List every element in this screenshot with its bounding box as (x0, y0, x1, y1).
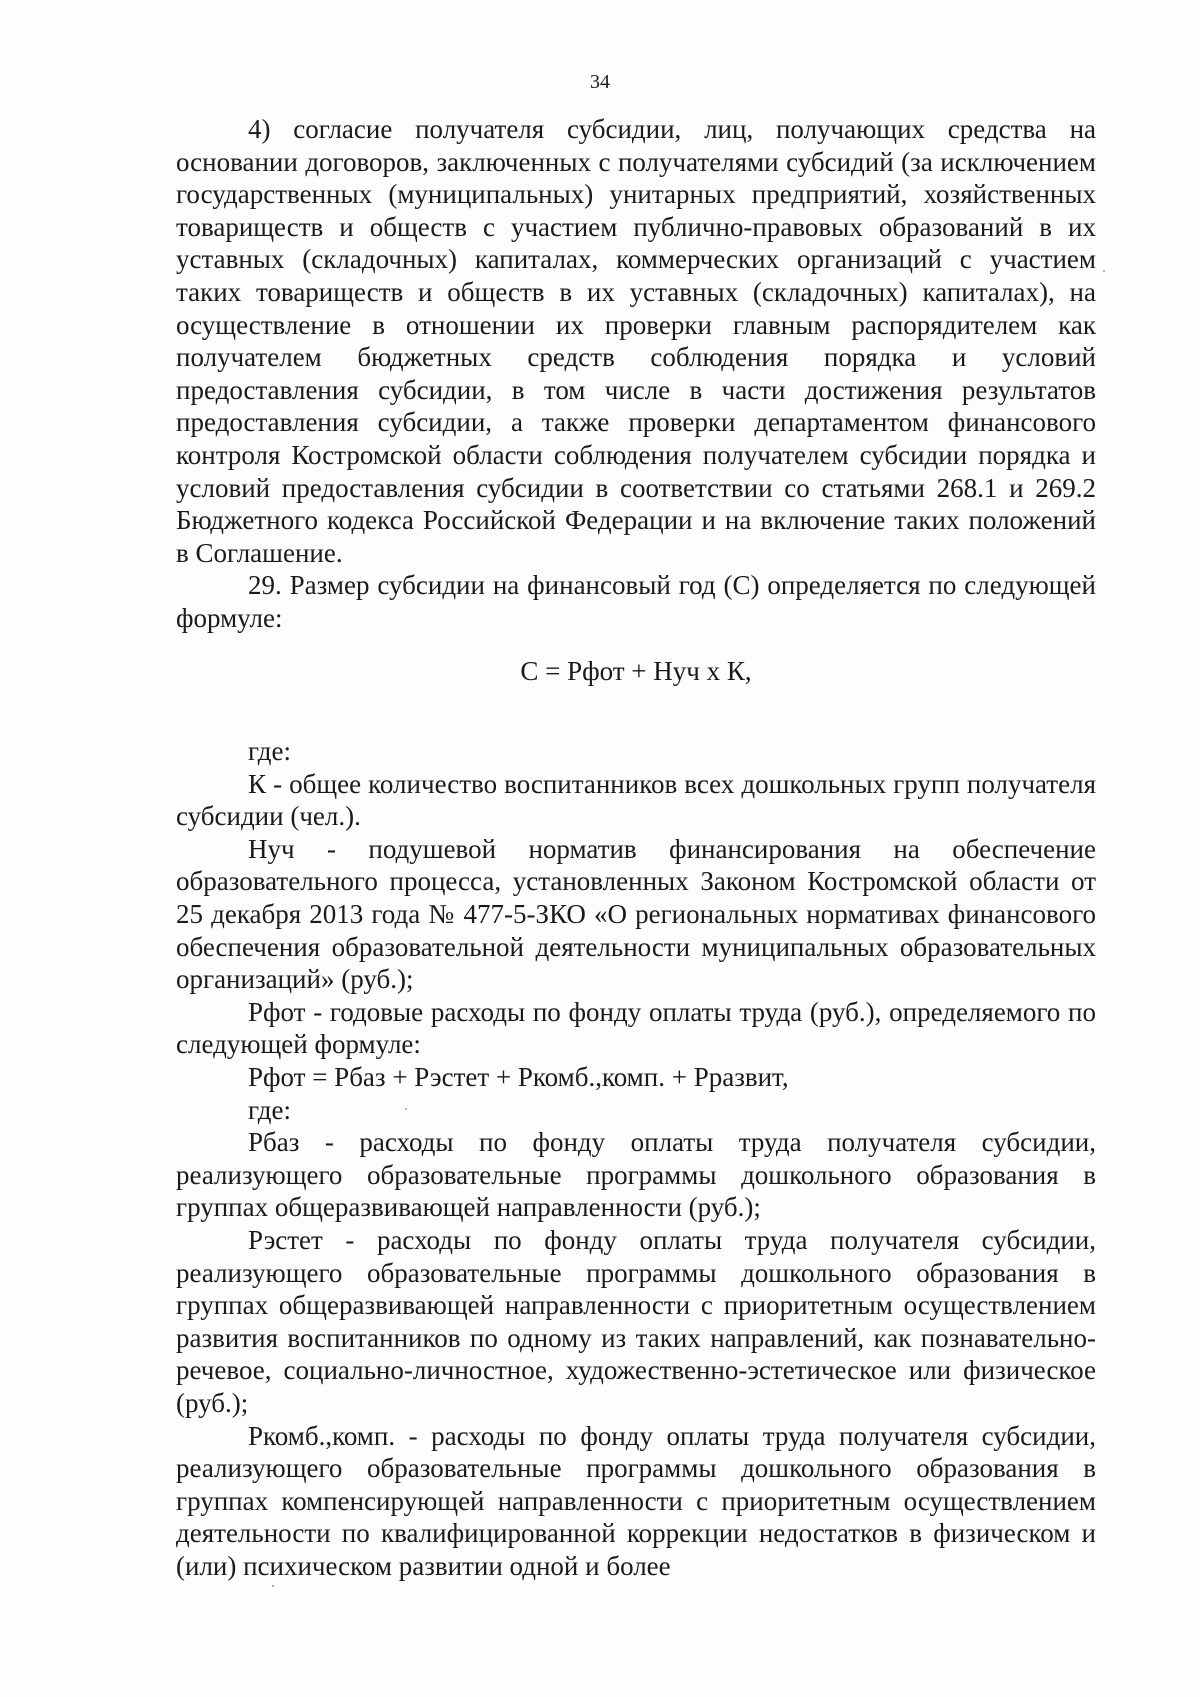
scan-speck (405, 1108, 407, 1110)
paragraph-29: 29. Размер субсидии на финансовый год (С) определяется по следующей формуле: (176, 570, 1096, 633)
document-body (176, 113, 1096, 1583)
where-label: где: (248, 736, 291, 767)
paragraph-item-4: 4) согласие получателя субсидии, лиц, получающих средства на основании договоров, заключенных с получателями субсидий (за исключением государственных (муниципальных) унитарных предприятий, хозяйственных товариществ и обществ с участием публично-правовых образований в их уставных (складочных) капиталах, коммерческих организаций с участием таких товариществ и обществ в их уставных (складочных) капиталах), на осуществление в отношении их проверки главным распорядителем как получателем бюджетных средств соблюдения порядка и условий предоставления субсидии, в том числе в части достижения результатов предоставления субсидии, а также проверки департаментом финансового контроля Костромской области соблюдения получателем субсидии порядка и условий предоставления субсидии в соответствии со статьями 268.1 и 269.2 Бюджетного кодекса Российской Федерации и на включение таких положений в Соглашение. (176, 114, 1096, 568)
definition-rfot: Рфот - годовые расходы по фонду оплаты труда (руб.), определяемого по следующей формуле: (176, 996, 1096, 1060)
where-label: где: (248, 1094, 291, 1125)
formula-subsidy-size: С = Рфот + Нуч х К, (520, 655, 752, 686)
definition-rbaz: Рбаз - расходы по фонду оплаты труда получателя субсидии, реализующего образовательные программы дошкольного образования в группах общеразвивающей направленности (руб.); (176, 1127, 1096, 1223)
page-number: 34 (590, 71, 610, 93)
scan-speck (1103, 270, 1105, 272)
scan-speck (272, 1585, 274, 1587)
formula-rfot: Рфот = Рбаз + Рэстет + Ркомб.,комп. + Рразвит, (248, 1062, 789, 1093)
definition-nuch: Нуч - подушевой норматив финансирования на обеспечение образовательного процесса, установленных Законом Костромской области от 25 декабря 2013 года № 477-5-ЗКО «О региональных нормативах финансового обеспечения образовательной деятельности муниципальных образовательных организаций» (руб.); (176, 833, 1096, 995)
definition-k: К - общее количество воспитанников всех дошкольных групп получателя субсидии (чел.). (176, 768, 1096, 832)
definition-restet: Рэстет - расходы по фонду оплаты труда получателя субсидии, реализующего образовательные программы дошкольного образования в группах общеразвивающей направленности с приоритетным осуществлением развития воспитанников по одному из таких направлений, как познавательно-речевое, социально-личностное, художественно-эстетическое или физическое (руб.); (176, 1225, 1096, 1418)
definition-rkomb: Ркомб.,комп. - расходы по фонду оплаты труда получателя субсидии, реализующего образовательные программы дошкольного образования в группах компенсирующей направленности с приоритетным осуществлением деятельности по квалифицированной коррекции недостатков в физическом и (или) психическом развитии одной и более (176, 1420, 1096, 1581)
